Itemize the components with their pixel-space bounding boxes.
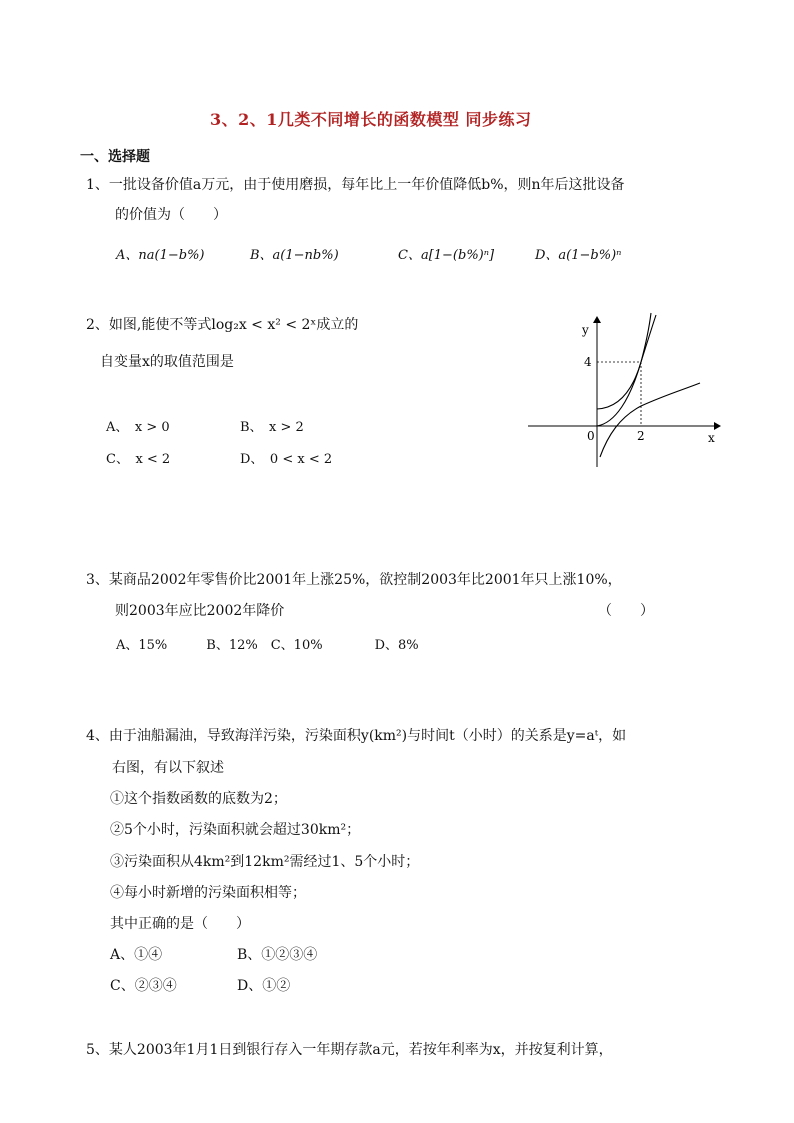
q5-text-line1: 5、某人2003年1月1日到银行存入一年期存款a元，若按年利率为x，并按复利计算，	[86, 1042, 613, 1058]
section-heading: 一、选择题	[80, 149, 150, 165]
q2-option-a: A、 x > 0	[106, 420, 170, 435]
graph-y-label: y	[582, 323, 589, 337]
graph-tick-x: 2	[637, 429, 645, 443]
q4-question: 其中正确的是（ ）	[110, 916, 250, 932]
q2-option-c: C、 x < 2	[106, 452, 171, 467]
q2-text-line1: 2、如图,能使不等式log₂x < x² < 2ˣ成立的	[86, 317, 359, 333]
q4-text-line2: 右图，有以下叙述	[112, 760, 224, 776]
q3-text-line1: 3、某商品2002年零售价比2001年上涨25%，欲控制2003年比2001年只上涨10%，	[86, 572, 622, 588]
graph-origin-label: 0	[587, 429, 595, 443]
q2-option-b: B、 x > 2	[240, 420, 304, 435]
q2-text-line2: 自变量x的取值范围是	[100, 354, 234, 370]
q4-option-d: D、①②	[237, 978, 291, 994]
q3-options: A、15% B、12% C、10% D、8%	[116, 638, 419, 653]
curve-logarithm	[600, 383, 700, 457]
curve-quadratic	[597, 313, 651, 426]
q1-option-a: A、na(1−b%)	[116, 248, 205, 263]
q1-text-line2: 的价值为（ ）	[115, 207, 227, 223]
q4-option-a: A、①④	[110, 947, 163, 963]
q2-function-graph	[520, 305, 730, 475]
q1-option-b: B、a(1−nb%)	[250, 248, 339, 263]
graph-x-label: x	[708, 431, 715, 445]
q1-text-line1: 1、一批设备价值a万元，由于使用磨损，每年比上一年价值降低b%，则n年后这批设备	[86, 177, 625, 193]
q4-statement-4: ④每小时新增的污染面积相等；	[110, 885, 306, 901]
q2-option-d: D、 0 < x < 2	[240, 452, 333, 467]
q4-statement-3: ③污染面积从4km²到12km²需经过1、5个小时；	[110, 854, 420, 870]
q3-answer-paren: （ ）	[598, 603, 654, 619]
q4-statement-2: ②5个小时，污染面积就会超过30km²；	[110, 822, 361, 838]
q4-option-b: B、①②③④	[237, 947, 318, 963]
q4-text-line1: 4、由于油船漏油，导致海洋污染，污染面积y(km²)与时间t（小时）的关系是y=aᵗ，如	[86, 728, 627, 744]
q3-text-line2: 则2003年应比2002年降价	[115, 603, 285, 619]
q4-option-c: C、②③④	[110, 978, 177, 994]
graph-tick-y: 4	[584, 355, 592, 369]
q4-statement-1: ①这个指数函数的底数为2；	[110, 791, 287, 807]
page-title: 3、2、1几类不同增长的函数模型 同步练习	[210, 110, 532, 129]
q1-option-d: D、a(1−b%)ⁿ	[535, 248, 622, 263]
q1-option-c: C、a[1−(b%)ⁿ]	[398, 248, 495, 263]
